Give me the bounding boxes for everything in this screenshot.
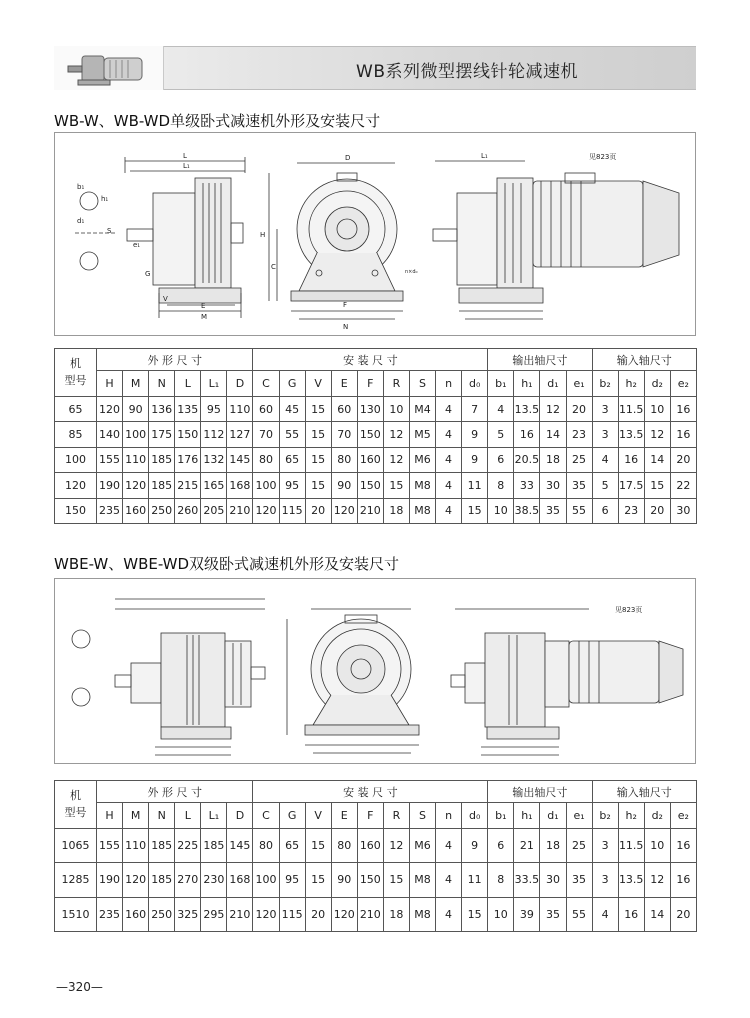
- table-cell: 230: [201, 863, 227, 897]
- table-cell: 15: [305, 422, 331, 447]
- table-cell: 80: [331, 447, 357, 472]
- section2-drawing: [54, 578, 696, 764]
- table-cell: 20: [670, 447, 696, 472]
- table-cell: 20: [305, 897, 331, 931]
- table-cell: 185: [149, 863, 175, 897]
- table2-col-header: b₁: [488, 803, 514, 829]
- table-cell: 155: [97, 829, 123, 863]
- table2-col-header: N: [149, 803, 175, 829]
- table-cell: 3: [592, 422, 618, 447]
- model-cell: 100: [55, 447, 97, 472]
- table2-col-header: e₂: [670, 803, 696, 829]
- table-row: [55, 447, 697, 472]
- table-cell: 95: [201, 397, 227, 422]
- table-cell: 15: [305, 863, 331, 897]
- table1-col-header: n: [436, 371, 462, 397]
- table-cell: 150: [175, 422, 201, 447]
- table-cell: 145: [227, 829, 253, 863]
- table-cell: 17.5: [618, 473, 644, 498]
- table-cell: 14: [540, 422, 566, 447]
- table-cell: 10: [488, 897, 514, 931]
- table-cell: 15: [462, 498, 488, 523]
- table2-col-header: e₁: [566, 803, 592, 829]
- table-cell: 33.5: [514, 863, 540, 897]
- table-cell: 190: [97, 863, 123, 897]
- table1-col-header: M: [123, 371, 149, 397]
- table-cell: 132: [201, 447, 227, 472]
- table-cell: 10: [644, 397, 670, 422]
- table1-col-header: b₂: [592, 371, 618, 397]
- table-cell: 16: [514, 422, 540, 447]
- table-cell: 325: [175, 897, 201, 931]
- page-title: WB系列微型摆线针轮减速机: [356, 62, 578, 82]
- table-cell: M6: [409, 447, 435, 472]
- table-cell: 110: [123, 447, 149, 472]
- model-cell: 85: [55, 422, 97, 447]
- dim-E-label: E: [201, 302, 206, 310]
- table-cell: 7: [462, 397, 488, 422]
- table-cell: 80: [253, 447, 279, 472]
- table2-col-header: G: [279, 803, 305, 829]
- table-cell: 35: [566, 473, 592, 498]
- table-cell: 9: [462, 447, 488, 472]
- table-cell: 4: [436, 863, 462, 897]
- table-cell: 160: [123, 897, 149, 931]
- dim-L1-right-label: L₁: [481, 152, 488, 160]
- table1-col-header: C: [253, 371, 279, 397]
- table-cell: 80: [331, 829, 357, 863]
- table-cell: 4: [592, 447, 618, 472]
- table-cell: 55: [566, 897, 592, 931]
- table2-output-header: 输出轴尺寸: [488, 781, 592, 803]
- table1-outline-header: 外 形 尺 寸: [97, 349, 253, 371]
- table-cell: 160: [357, 829, 383, 863]
- table1-col-header: S: [409, 371, 435, 397]
- table2-col-header: h₁: [514, 803, 540, 829]
- table1-col-header: h₁: [514, 371, 540, 397]
- table1-install-header: 安 装 尺 寸: [253, 349, 488, 371]
- table-cell: 12: [644, 422, 670, 447]
- table-cell: 120: [331, 897, 357, 931]
- table1-col-header: F: [357, 371, 383, 397]
- table-row: [55, 498, 697, 523]
- table-cell: 25: [566, 829, 592, 863]
- table-cell: 6: [488, 829, 514, 863]
- table-cell: 30: [540, 863, 566, 897]
- section1-drawing: [54, 132, 696, 336]
- table-cell: 16: [670, 829, 696, 863]
- table2-col-header: d₂: [644, 803, 670, 829]
- table-cell: 14: [644, 447, 670, 472]
- table-cell: 15: [305, 829, 331, 863]
- table-cell: 4: [592, 897, 618, 931]
- table-cell: 176: [175, 447, 201, 472]
- table-cell: 100: [253, 473, 279, 498]
- table-cell: 4: [436, 422, 462, 447]
- model-cell: 65: [55, 397, 97, 422]
- table2-col-header: F: [357, 803, 383, 829]
- table-cell: 225: [175, 829, 201, 863]
- table1-col-header: d₀: [462, 371, 488, 397]
- table-cell: 175: [149, 422, 175, 447]
- table-cell: 55: [566, 498, 592, 523]
- table-cell: 20: [305, 498, 331, 523]
- section2-title: WBE-W、WBE-WD双级卧式减速机外形及安装尺寸: [54, 555, 400, 573]
- table2-col-header: L₁: [201, 803, 227, 829]
- table-cell: 250: [149, 897, 175, 931]
- table-cell: 13.5: [618, 422, 644, 447]
- table-cell: 100: [253, 863, 279, 897]
- table-cell: 15: [383, 863, 409, 897]
- dim-h1-label: h₁: [101, 195, 109, 203]
- table-cell: 70: [331, 422, 357, 447]
- table1-col-header: b₁: [488, 371, 514, 397]
- table-row: [55, 863, 697, 897]
- table-cell: 10: [488, 498, 514, 523]
- table-cell: 33: [514, 473, 540, 498]
- table-cell: 6: [488, 447, 514, 472]
- table-cell: 6: [592, 498, 618, 523]
- table-cell: 115: [279, 498, 305, 523]
- table-cell: 18: [383, 897, 409, 931]
- table-cell: 185: [149, 829, 175, 863]
- table2-column-header-row: [55, 803, 697, 829]
- dim-M-label: M: [201, 313, 208, 321]
- table-cell: M5: [409, 422, 435, 447]
- section1-see-page-note: 见823页: [589, 153, 617, 161]
- table-cell: 18: [540, 829, 566, 863]
- table-cell: 20: [644, 498, 670, 523]
- dim-L1-label: L₁: [183, 162, 190, 170]
- table-cell: 250: [149, 498, 175, 523]
- table2-col-header: n: [436, 803, 462, 829]
- table-cell: 5: [592, 473, 618, 498]
- table-cell: 140: [97, 422, 123, 447]
- table-cell: 55: [279, 422, 305, 447]
- table-cell: M8: [409, 863, 435, 897]
- table-cell: 21: [514, 829, 540, 863]
- table-cell: 16: [670, 863, 696, 897]
- table-cell: 16: [670, 397, 696, 422]
- table-cell: 90: [331, 863, 357, 897]
- table-cell: 11.5: [618, 829, 644, 863]
- table-cell: M8: [409, 897, 435, 931]
- table-cell: 136: [149, 397, 175, 422]
- table-cell: 15: [383, 473, 409, 498]
- dim-C-label: C: [271, 263, 276, 271]
- table-cell: 20.5: [514, 447, 540, 472]
- table-cell: 12: [383, 422, 409, 447]
- table-cell: 185: [149, 447, 175, 472]
- table1-column-header-row: [55, 371, 697, 397]
- table-row: [55, 897, 697, 931]
- page-number: —320—: [56, 980, 103, 994]
- table-cell: 11: [462, 473, 488, 498]
- table-cell: 80: [253, 829, 279, 863]
- table-cell: 115: [279, 897, 305, 931]
- table-cell: 260: [175, 498, 201, 523]
- table-cell: M8: [409, 498, 435, 523]
- table-cell: 10: [383, 397, 409, 422]
- table-cell: 4: [488, 397, 514, 422]
- table-cell: 4: [436, 829, 462, 863]
- table1-col-header: d₁: [540, 371, 566, 397]
- table-cell: 90: [331, 473, 357, 498]
- table-cell: 130: [357, 397, 383, 422]
- table1-col-header: G: [279, 371, 305, 397]
- table1-col-header: e₂: [670, 371, 696, 397]
- table-cell: 12: [383, 447, 409, 472]
- table-cell: 120: [123, 473, 149, 498]
- dim-F-label: F: [343, 301, 348, 309]
- table-cell: 13.5: [514, 397, 540, 422]
- table1-col-header: R: [383, 371, 409, 397]
- table2-col-header: R: [383, 803, 409, 829]
- dim-e1-label: e₁: [133, 241, 141, 249]
- table2-col-header: H: [97, 803, 123, 829]
- table-cell: 150: [357, 422, 383, 447]
- table-cell: 16: [670, 422, 696, 447]
- table2-body: [55, 829, 697, 932]
- table-cell: 15: [305, 473, 331, 498]
- table-cell: 70: [253, 422, 279, 447]
- table-cell: 210: [357, 897, 383, 931]
- table-cell: 120: [253, 498, 279, 523]
- table-cell: 18: [383, 498, 409, 523]
- table-cell: 3: [592, 863, 618, 897]
- header-product-photo: [54, 46, 164, 90]
- table-cell: 210: [227, 498, 253, 523]
- table-cell: 15: [462, 897, 488, 931]
- table-cell: 4: [436, 447, 462, 472]
- table1-group-header-row: [55, 349, 697, 371]
- table-cell: 112: [201, 422, 227, 447]
- table-cell: 13.5: [618, 863, 644, 897]
- table-row: [55, 397, 697, 422]
- table-cell: 35: [566, 863, 592, 897]
- table-cell: 30: [540, 473, 566, 498]
- table-cell: 23: [566, 422, 592, 447]
- table-cell: 185: [149, 473, 175, 498]
- table-cell: 5: [488, 422, 514, 447]
- table-cell: 3: [592, 397, 618, 422]
- table-cell: 60: [331, 397, 357, 422]
- table-cell: 45: [279, 397, 305, 422]
- table2: [54, 780, 697, 932]
- table-cell: 120: [123, 863, 149, 897]
- table-cell: 11.5: [618, 397, 644, 422]
- table-cell: 4: [436, 498, 462, 523]
- table-cell: 4: [436, 897, 462, 931]
- table-cell: 295: [201, 897, 227, 931]
- table-cell: 39: [514, 897, 540, 931]
- table-cell: 155: [97, 447, 123, 472]
- table-cell: 12: [644, 863, 670, 897]
- table-cell: 25: [566, 447, 592, 472]
- table-cell: 210: [357, 498, 383, 523]
- dim-b1-label: b₁: [77, 183, 85, 191]
- model-cell: 1510: [55, 897, 97, 931]
- table-cell: 190: [97, 473, 123, 498]
- table1-col-header: H: [97, 371, 123, 397]
- table2-col-header: E: [331, 803, 357, 829]
- table-row: [55, 422, 697, 447]
- table-cell: 15: [644, 473, 670, 498]
- table2-col-header: d₀: [462, 803, 488, 829]
- table-cell: 120: [331, 498, 357, 523]
- table-cell: 185: [201, 829, 227, 863]
- dim-d1-label: d₁: [77, 217, 85, 225]
- table-cell: 205: [201, 498, 227, 523]
- table-row: [55, 473, 697, 498]
- table-cell: 95: [279, 473, 305, 498]
- model-cell: 120: [55, 473, 97, 498]
- table-cell: 30: [670, 498, 696, 523]
- table1-col-header: e₁: [566, 371, 592, 397]
- table-cell: 235: [97, 897, 123, 931]
- table-cell: 120: [97, 397, 123, 422]
- table1-model-header: 机 型号: [55, 349, 97, 397]
- table-cell: 22: [670, 473, 696, 498]
- table1-input-header: 输入轴尺寸: [592, 349, 696, 371]
- table-cell: 270: [175, 863, 201, 897]
- table-cell: 4: [436, 397, 462, 422]
- table1-col-header: N: [149, 371, 175, 397]
- dim-N-label: N: [343, 323, 349, 331]
- table-cell: 95: [279, 863, 305, 897]
- table2-col-header: h₂: [618, 803, 644, 829]
- model-cell: 1285: [55, 863, 97, 897]
- table1-col-header: V: [305, 371, 331, 397]
- table2-col-header: V: [305, 803, 331, 829]
- table-cell: 16: [618, 447, 644, 472]
- table2-col-header: S: [409, 803, 435, 829]
- table-cell: 145: [227, 447, 253, 472]
- table-cell: 150: [357, 473, 383, 498]
- table-cell: 38.5: [514, 498, 540, 523]
- table-cell: 165: [201, 473, 227, 498]
- table-cell: 16: [618, 897, 644, 931]
- dim-V-label: V: [163, 295, 168, 303]
- table-cell: 3: [592, 829, 618, 863]
- table2-col-header: M: [123, 803, 149, 829]
- table-cell: 12: [540, 397, 566, 422]
- table-cell: M8: [409, 473, 435, 498]
- table-cell: 9: [462, 829, 488, 863]
- table1: [54, 348, 697, 524]
- table-cell: 135: [175, 397, 201, 422]
- table-cell: 8: [488, 863, 514, 897]
- table2-col-header: D: [227, 803, 253, 829]
- table-cell: 20: [670, 897, 696, 931]
- table-cell: 120: [253, 897, 279, 931]
- table-cell: 65: [279, 829, 305, 863]
- table1-output-header: 输出轴尺寸: [488, 349, 592, 371]
- dim-L-label: L: [183, 152, 187, 160]
- table-cell: 127: [227, 422, 253, 447]
- table-cell: 4: [436, 473, 462, 498]
- table1-col-header: L₁: [201, 371, 227, 397]
- table-cell: M6: [409, 829, 435, 863]
- table2-col-header: b₂: [592, 803, 618, 829]
- section1-title: WB-W、WB-WD单级卧式减速机外形及安装尺寸: [54, 112, 381, 130]
- table-cell: 110: [227, 397, 253, 422]
- table-cell: 235: [97, 498, 123, 523]
- table2-input-header: 输入轴尺寸: [592, 781, 696, 803]
- dim-nd0-label: n×d₀: [405, 269, 418, 275]
- table-row: [55, 829, 697, 863]
- table-cell: 20: [566, 397, 592, 422]
- table-cell: 12: [383, 829, 409, 863]
- table-cell: 15: [305, 447, 331, 472]
- table2-install-header: 安 装 尺 寸: [253, 781, 488, 803]
- table2-col-header: d₁: [540, 803, 566, 829]
- table1-col-header: E: [331, 371, 357, 397]
- table-cell: 168: [227, 473, 253, 498]
- model-cell: 1065: [55, 829, 97, 863]
- table-cell: 18: [540, 447, 566, 472]
- table2-outline-header: 外 形 尺 寸: [97, 781, 253, 803]
- table2-col-header: C: [253, 803, 279, 829]
- table-cell: 11: [462, 863, 488, 897]
- table-cell: 8: [488, 473, 514, 498]
- table-cell: 35: [540, 897, 566, 931]
- dim-S-label: S: [107, 227, 112, 235]
- table1-body: [55, 397, 697, 524]
- table-cell: 9: [462, 422, 488, 447]
- table-cell: 35: [540, 498, 566, 523]
- dim-H-label: H: [260, 231, 266, 239]
- table-cell: 15: [305, 397, 331, 422]
- table-cell: 210: [227, 897, 253, 931]
- dim-G-label: G: [145, 270, 151, 278]
- dim-D-label: D: [345, 154, 351, 162]
- table-cell: 160: [123, 498, 149, 523]
- table-cell: 23: [618, 498, 644, 523]
- table-cell: 168: [227, 863, 253, 897]
- table-cell: 10: [644, 829, 670, 863]
- table1-col-header: D: [227, 371, 253, 397]
- page-header: [54, 46, 696, 90]
- table-cell: 110: [123, 829, 149, 863]
- table-cell: 150: [357, 863, 383, 897]
- table-cell: 215: [175, 473, 201, 498]
- model-cell: 150: [55, 498, 97, 523]
- table2-col-header: L: [175, 803, 201, 829]
- table1-col-header: d₂: [644, 371, 670, 397]
- table-cell: 60: [253, 397, 279, 422]
- table2-model-header: 机 型号: [55, 781, 97, 829]
- table1-col-header: h₂: [618, 371, 644, 397]
- table-cell: 65: [279, 447, 305, 472]
- table1-col-header: L: [175, 371, 201, 397]
- table-cell: 90: [123, 397, 149, 422]
- table-cell: 14: [644, 897, 670, 931]
- table-cell: M4: [409, 397, 435, 422]
- section2-see-page-note: 见823页: [615, 606, 643, 614]
- table-cell: 160: [357, 447, 383, 472]
- table2-group-header-row: [55, 781, 697, 803]
- table-cell: 100: [123, 422, 149, 447]
